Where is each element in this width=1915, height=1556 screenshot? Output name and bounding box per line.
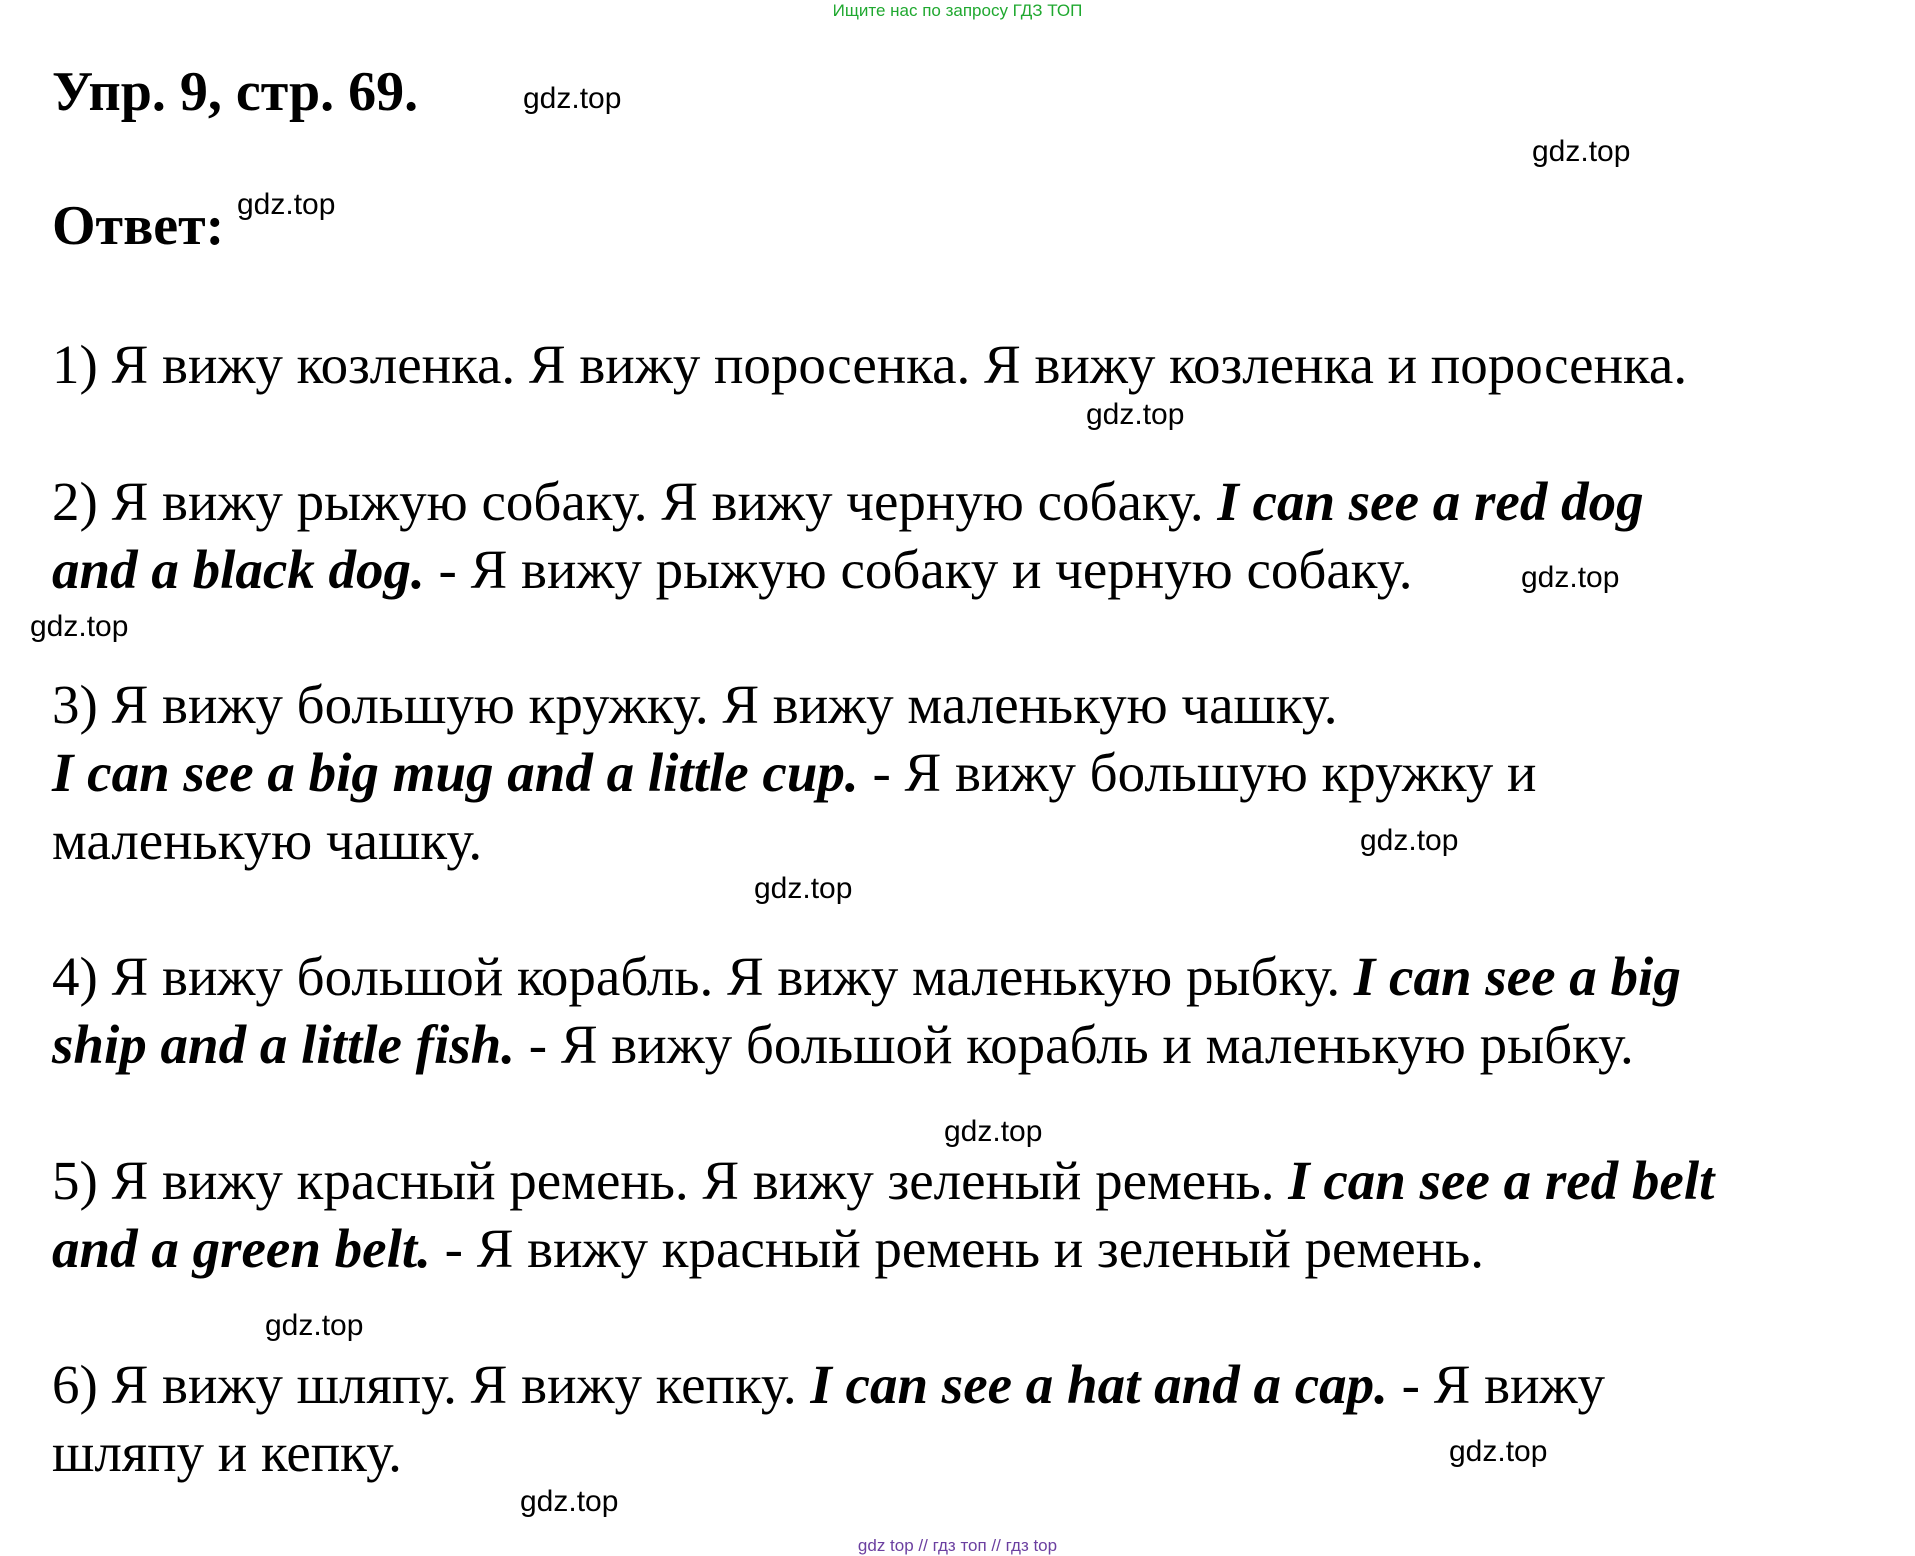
watermark: gdz.top	[520, 1485, 619, 1518]
answer-item-6-line-1: 6) Я вижу шляпу. Я вижу кепку. I can see a hat and a cap. - Я вижу	[52, 1354, 1606, 1415]
watermark: gdz.top	[754, 872, 853, 905]
watermark: gdz.top	[265, 1309, 364, 1342]
top-banner: Ищите нас по запросу ГДЗ ТОП	[832, 1, 1083, 20]
answer-item-4-line-2: ship and a little fish. - Я вижу большой корабль и маленькую рыбку.	[52, 1014, 1634, 1075]
answer-item-2-line-2: and a black dog. - Я вижу рыжую собаку и черную собаку.	[52, 539, 1413, 600]
answer-label: Ответ:	[52, 195, 225, 257]
answer-item-5-line-1: 5) Я вижу красный ремень. Я вижу зеленый ремень. I can see a red belt	[52, 1150, 1715, 1211]
answer-item-3-line-1: 3) Я вижу большую кружку. Я вижу маленькую чашку.	[52, 674, 1338, 735]
answer-item-6-line-2: шляпу и кепку.	[52, 1422, 402, 1483]
watermark: gdz.top	[237, 188, 336, 221]
watermark: gdz.top	[1086, 398, 1185, 431]
answer-item-3-line-3: маленькую чашку.	[52, 810, 483, 871]
watermark: gdz.top	[944, 1115, 1043, 1148]
watermark: gdz.top	[1521, 561, 1620, 594]
answer-item-2-line-1: 2) Я вижу рыжую собаку. Я вижу черную собаку. I can see a red dog	[52, 471, 1644, 532]
answer-item-5-line-2: and a green belt. - Я вижу красный ремень и зеленый ремень.	[52, 1218, 1484, 1279]
exercise-title: Упр. 9, стр. 69.	[52, 61, 419, 123]
watermark: gdz.top	[1449, 1435, 1548, 1468]
answer-item-3-line-2: I can see a big mug and a little cup. - Я вижу большую кружку и	[52, 742, 1537, 803]
watermark: gdz.top	[30, 610, 129, 643]
watermark: gdz.top	[1532, 135, 1631, 168]
watermark: gdz.top	[523, 82, 622, 115]
footer-links: gdz top // гдз топ // гдз top	[857, 1536, 1058, 1555]
answer-item-4-line-1: 4) Я вижу большой корабль. Я вижу маленькую рыбку. I can see a big	[52, 946, 1681, 1007]
answer-item-1-line-1: 1) Я вижу козленка. Я вижу поросенка. Я вижу козленка и поросенка.	[52, 334, 1688, 395]
watermark: gdz.top	[1360, 824, 1459, 857]
